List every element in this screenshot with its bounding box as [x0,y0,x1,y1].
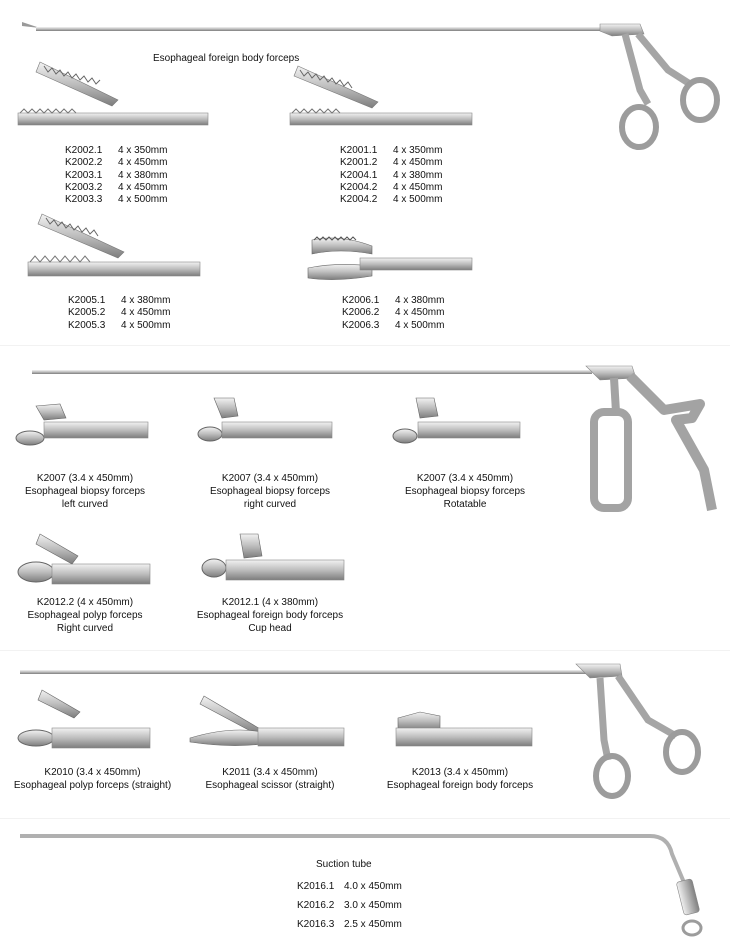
spec-size: 2.5 x 450mm [344,919,402,930]
spec-size: 4 x 450mm [118,157,168,169]
spec-code: K2004.2 [340,181,378,193]
foreign-body-head-straight [396,712,532,746]
product-spec: K2007 (3.4 x 450mm) [221,473,319,484]
spec-table-k2006 [342,295,475,332]
product-spec: K2013 (3.4 x 450mm) [411,767,509,778]
product-spec: K2010 (3.4 x 450mm) [44,767,141,778]
foreign-body-cup-head [202,534,344,580]
spec-row [340,194,473,206]
product-variant: Rotatable [443,499,487,510]
product-caption-biopsy-left [5,472,165,511]
product-spec: K2007 (3.4 x 450mm) [416,473,514,484]
spec-table-k2001-k2004 [340,145,473,206]
spec-code: K2005.2 [68,307,106,319]
spec-size: 4 x 500mm [395,319,445,331]
jaw-detail-k2001 [290,66,472,125]
product-spec: K2011 (3.4 x 450mm) [222,767,318,778]
spec-row [65,157,198,169]
product-name: Esophageal polyp forceps (straight) [13,780,172,791]
scissor-head-straight [190,696,344,746]
product-caption-polyp-right [5,596,165,635]
spec-code: K2016.1 [297,881,335,892]
jaw-detail-k2006 [308,237,472,280]
spec-size: 4 x 450mm [393,157,443,169]
spec-size: 4 x 380mm [121,295,171,306]
spec-code: K2002.2 [65,157,103,169]
product-name: Esophageal biopsy forceps [404,486,526,497]
product-caption-polyp-straight [5,766,180,792]
spec-row [297,877,424,896]
spec-size: 4 x 450mm [118,181,168,193]
product-name: Esophageal biopsy forceps [209,486,331,497]
spec-table-k2002-k2003 [65,145,198,206]
spec-table-k2005 [68,295,201,332]
spec-size: 4 x 450mm [393,181,443,193]
spec-code: K2006.1 [342,295,380,306]
product-caption-biopsy-right [190,472,350,511]
spec-row [68,307,201,319]
product-caption-foreign-body-cup [180,596,360,635]
spec-size: 4 x 450mm [121,307,171,319]
spec-row [340,182,473,194]
product-caption-foreign-body-straight [375,766,545,792]
spec-code: K2016.2 [297,900,335,911]
spec-row [297,915,424,934]
spec-code: K2006.2 [342,307,380,319]
product-name: Esophageal foreign body forceps [196,610,344,621]
product-caption-biopsy-rotatable [385,472,545,511]
spec-row [65,182,198,194]
spec-size: 4 x 380mm [118,169,168,181]
spec-row [297,896,424,915]
spec-code: K2006.3 [342,319,380,331]
jaw-detail-k2005 [28,214,200,276]
product-spec: K2012.1 (4 x 380mm) [221,597,319,608]
spec-row [340,170,473,182]
spec-code: K2003.3 [65,194,103,206]
product-name: Esophageal polyp forceps [27,610,143,621]
product-spec: K2012.2 (4 x 450mm) [36,597,134,608]
spec-code: K2004.2 [340,194,378,206]
spec-row [340,145,473,157]
spec-row [65,145,198,157]
spec-row [342,320,475,332]
spec-row [342,307,475,319]
suction-tube-title: Suction tube [316,859,372,870]
product-variant: Cup head [248,623,292,634]
spec-code: K2005.1 [68,295,106,306]
section1-title: Esophageal foreign body forceps [153,53,300,64]
biopsy-head-left-curved [16,404,148,445]
spec-size: 4 x 450mm [395,307,445,319]
spec-size: 4 x 500mm [118,194,168,206]
jaw-detail-k2002 [18,62,208,125]
product-name: Esophageal foreign body forceps [386,780,534,791]
spec-row [68,295,201,307]
product-name: Esophageal scissor (straight) [205,780,335,791]
foreign-body-forceps-full-illustration [22,22,717,147]
spec-size: 4 x 380mm [395,295,445,306]
spec-code: K2001.2 [340,157,378,169]
spec-row [342,295,475,307]
spec-code: K2002.1 [65,145,103,156]
spec-table-k2016 [297,877,424,934]
product-caption-scissor-straight [190,766,350,792]
product-variant: left curved [61,499,109,510]
spec-row [340,157,473,169]
spec-size: 4 x 500mm [121,319,171,331]
polyp-head-straight [18,690,150,748]
product-name: Esophageal biopsy forceps [24,486,146,497]
product-spec: K2007 (3.4 x 450mm) [36,473,134,484]
spec-code: K2004.1 [340,169,378,181]
spec-code: K2003.2 [65,181,103,193]
product-variant: right curved [243,499,297,510]
polyp-head-right-curved [18,534,150,584]
biopsy-head-right-curved [198,398,332,441]
spec-code: K2005.3 [68,319,106,331]
spec-size: 4 x 350mm [118,145,168,156]
spec-code: K2003.1 [65,169,103,181]
spec-code: K2001.1 [340,145,378,156]
spec-row [65,170,198,182]
section-divider [0,345,730,346]
spec-size: 4 x 380mm [393,169,443,181]
spec-row [65,194,198,206]
spec-size: 3.0 x 450mm [344,900,402,911]
spec-size: 4 x 500mm [393,194,443,206]
spec-size: 4 x 350mm [393,145,443,156]
product-variant: Right curved [56,623,114,634]
section-divider [0,650,730,651]
spec-row [68,320,201,332]
section-divider [0,818,730,819]
biopsy-head-rotatable [393,398,520,443]
spec-size: 4.0 x 450mm [344,881,402,892]
spec-code: K2016.3 [297,919,335,930]
